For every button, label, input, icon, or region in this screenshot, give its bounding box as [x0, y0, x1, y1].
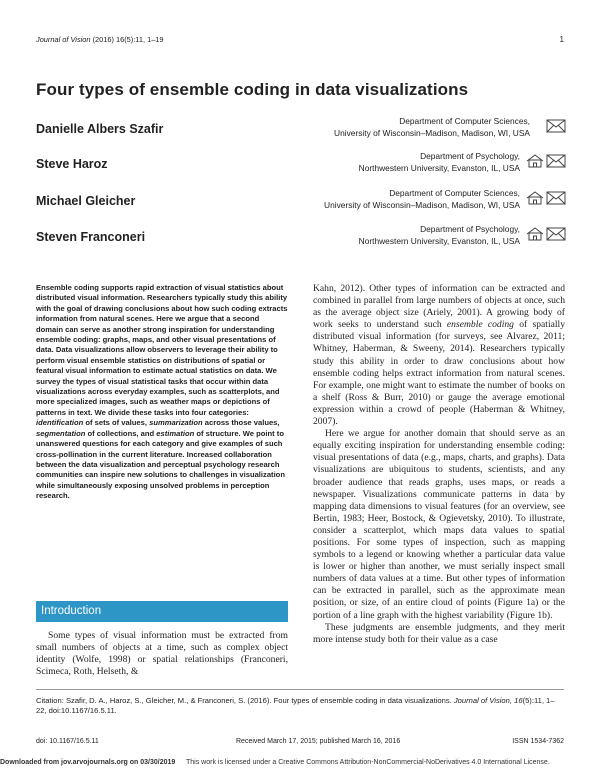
home-icon[interactable] — [526, 191, 544, 205]
abstract: Ensemble coding supports rapid extraction of visual statistics about distributed visual information. Researchers typically study this ability with the goal of drawing conclusions about how such coding extracts information from natural scenes. Here we argue that a second domain can serve as another strong inspiration for understanding ensemble coding: graphs, maps, and other visual presentations of data. Data visualizations allow observers to leverage their ability to perform visual ensemble statistics on distributions of spatial or featural visual information to estimate actual statistics on data. We survey the types of visual statistical tasks that occur within data visualizations across everyday examples, such as scatterplots, and more specialized images, such as weather maps or depictions of patterns in text. We divide these tasks into four categories: identification of sets of values, summarization across those values, segmentation of collections, and estimation of structure. We point to unanswered questions for each category and give examples of such cross-pollination in the current literature. Increased collaboration between the data visualization and perceptual psychology research communities can inspire new solutions to challenges in visualization while simultaneously exposing unsolved problems in perception research. — [36, 283, 288, 501]
envelope-icon[interactable] — [546, 154, 566, 168]
body-paragraph: Here we argue for another domain that should serve as an equally exciting inspiration for understanding ensemble coding: visual presentations of data (e.g., maps, charts, and graphs). Data visualizations are ubiquitous to students, scientists, and any broader audience that reads graphs, uses maps, or reads a newspaper. Visualizations communicate patterns in data by mapping data dimensions to visual features (for an overview, see Bertin, 1983; Heer, Bostock, & Ogievetsky, 2010). To illustrate, consider a scatterplot, which maps data values to spatial positions. For some types of inspection, such as mapping symbols to a legend or knowing whether a particular data value is lower or higher than another, we must serially inspect small numbers of data values at a time. But other types of information can be extracted in parallel, such as the approximate mean position, or size, of an entire cloud of points (Figure 1a) or the portion of a line graph with the highest variability (Figure 1b). — [313, 428, 565, 621]
journal-issue: (2016) 16(5):11, 1–19 — [92, 35, 164, 44]
author-block — [36, 187, 566, 217]
issn-text: ISSN 1534-7362 — [512, 738, 564, 745]
author-block — [36, 150, 566, 180]
home-icon[interactable] — [526, 154, 544, 168]
author-block — [36, 115, 566, 145]
citation-block: Citation: Szafir, D. A., Haroz, S., Gleicher, M., & Franconeri, S. (2016). Four types of ensemble coding in data visualizations. Journal of Vision, 16(5):11, 1–22, doi:10.1167/16.5.11. — [36, 696, 555, 715]
author-affiliation: Department of Computer Sciences, University of Wisconsin–Madison, Madison, WI, USA — [324, 188, 520, 210]
doi-text[interactable]: doi: 10.1167/16.5.11 — [36, 738, 99, 745]
author-icons — [526, 154, 566, 168]
received-date: Received March 17, 2015; published March 16, 2016 — [236, 738, 401, 745]
page-number: 1 — [559, 35, 564, 44]
envelope-icon[interactable] — [546, 227, 566, 241]
author-icons — [526, 191, 566, 205]
body-paragraph: Kahn, 2012). Other types of information can be extracted and combined in parallel from large numbers of objects at once, such as the average object size (Ariely, 2001). A growing body of work seeks to understand such ensemble coding of spatially distributed visual information (for surveys, see Alvarez, 2011; Whitney, Haberman, & Sweeny, 2014). Researchers typically study this ability in order to draw conclusions about how ensemble coding helps extract information from natural scenes. For example, one might want to estimate the number of books on a shelf (Ross & Burr, 2010) or gauge the average emotional expression within a crowd of people (Haberman & Whitney, 2007). — [313, 283, 565, 428]
journal-name: Journal of Vision — [36, 35, 91, 44]
license-text[interactable]: This work is licensed under a Creative Commons Attribution-NonCommercial-NoDerivatives 4.0 International License. — [186, 759, 550, 766]
download-stamp: Downloaded from jov.arvojournals.org on 03/30/2019 — [0, 759, 176, 766]
author-name: Steven Franconeri — [36, 230, 146, 244]
intro-paragraph: Some types of visual information must be extracted from small numbers of objects at a time, such as complex object identity (Wolfe, 1998) or spatial relationships (Franconeri, Scimeca, Roth, Helseth, & — [36, 630, 288, 678]
paper-title: Four types of ensemble coding in data visualizations — [36, 80, 469, 99]
author-affiliation: Department of Psychology, Northwestern University, Evanston, IL, USA — [358, 224, 520, 246]
author-name: Steve Haroz — [36, 157, 108, 171]
author-affiliation: Department of Psychology, Northwestern University, Evanston, IL, USA — [358, 151, 520, 173]
author-name: Danielle Albers Szafir — [36, 122, 164, 136]
envelope-icon[interactable] — [546, 191, 566, 205]
author-block — [36, 223, 566, 253]
home-icon[interactable] — [526, 227, 544, 241]
envelope-icon[interactable] — [546, 119, 566, 133]
body-paragraph: These judgments are ensemble judgments, and they merit more intense study both for their value as a case — [313, 621, 565, 645]
author-icons — [526, 227, 566, 241]
author-affiliation: Department of Computer Sciences, University of Wisconsin–Madison, Madison, WI, USA — [334, 116, 530, 138]
author-icons — [546, 119, 566, 133]
journal-header — [36, 35, 164, 44]
footer-divider — [36, 689, 564, 690]
section-heading-introduction: Introduction — [36, 601, 288, 622]
author-name: Michael Gleicher — [36, 194, 136, 208]
body-right-column — [313, 283, 565, 646]
